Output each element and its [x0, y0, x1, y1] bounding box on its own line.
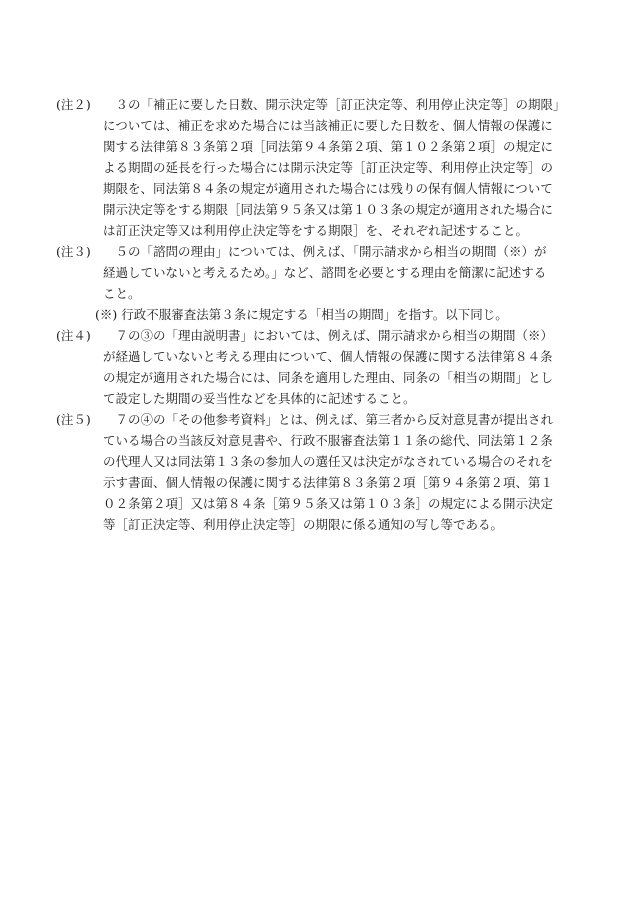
note-line: 開示決定等をする期限［同法第９５条又は第１０３条の規定が適用された場合に: [103, 202, 554, 217]
note-body: [103, 325, 596, 409]
note-line: については、補正を求めた場合には当該補正に要した日数を、個人情報の保護に: [103, 118, 553, 133]
note-line: こと。: [103, 286, 141, 301]
note-line: の規定が適用された場合には、同条を適用した理由、同条の「相当の期間」とし: [103, 370, 554, 385]
note-line: 関する法律第８３条第２項［同法第９４条第２項、第１０２条第２項］の規定に: [103, 139, 554, 154]
note-2: [56, 94, 596, 241]
note-line: が経過していないと考える理由について、個人情報の保護に関する法律第８４条: [103, 349, 553, 364]
note-line: 期限を、同法第８４条の規定が適用された場合には残りの保有個人情報について: [103, 181, 553, 196]
footnote-text: (※) 行政不服審査法第３条に規定する「相当の期間」を指す。以下同じ。: [95, 307, 508, 322]
note-line: よる期間の延長を行った場合には開示決定等［訂正決定等、利用停止決定等］の: [103, 160, 554, 175]
note-label: (注３): [56, 244, 91, 259]
note-line: 示す書面、個人情報の保護に関する法律第８３条第２項［第９４条第２項、第１: [103, 475, 554, 490]
note-line: 経過していないと考えるため。」など、諮問を必要とする理由を簡潔に記述する: [103, 265, 547, 280]
note-line: ３の「補正に要した日数、開示決定等［訂正決定等、利用停止決定等］の期限」: [103, 97, 566, 112]
note-4: [56, 325, 596, 409]
note-3: [56, 241, 596, 304]
note-label: (注２): [56, 97, 91, 112]
note-5: [56, 409, 596, 535]
note-body: [103, 241, 596, 304]
note-line: て設定した期間の妥当性などを具体的に記述すること。: [103, 391, 416, 406]
note-line: ７の③の「理由説明書」においては、例えば、開示請求から相当の期間（※）: [103, 328, 554, 343]
note-line: ０２条第２項］又は第８４条［第９５条又は第１０３条］の規定による開示決定: [103, 496, 554, 511]
note-line: ７の④の「その他参考資料」とは、例えば、第三者から反対意見書が提出され: [103, 412, 554, 427]
footnote-asterisk: [95, 304, 595, 325]
note-line: 等［訂正決定等、利用停止決定等］の期限に係る通知の写し等である。: [103, 517, 504, 532]
note-body: [103, 94, 596, 241]
note-line: ている場合の当該反対意見書や、行政不服審査法第１１条の総代、同法第１２条: [103, 433, 553, 448]
note-label: (注５): [56, 412, 91, 427]
note-body: [103, 409, 596, 535]
note-line: ５の「諮問の理由」については、例えば、「開示請求から相当の期間（※）が: [103, 244, 547, 259]
note-line: は訂正決定等又は利用停止決定等をする期限］を、それぞれ記述すること。: [103, 223, 529, 238]
note-line: の代理人又は同法第１３条の参加人の選任又は決定がなされている場合のそれを: [103, 454, 554, 469]
note-label: (注４): [56, 328, 91, 343]
